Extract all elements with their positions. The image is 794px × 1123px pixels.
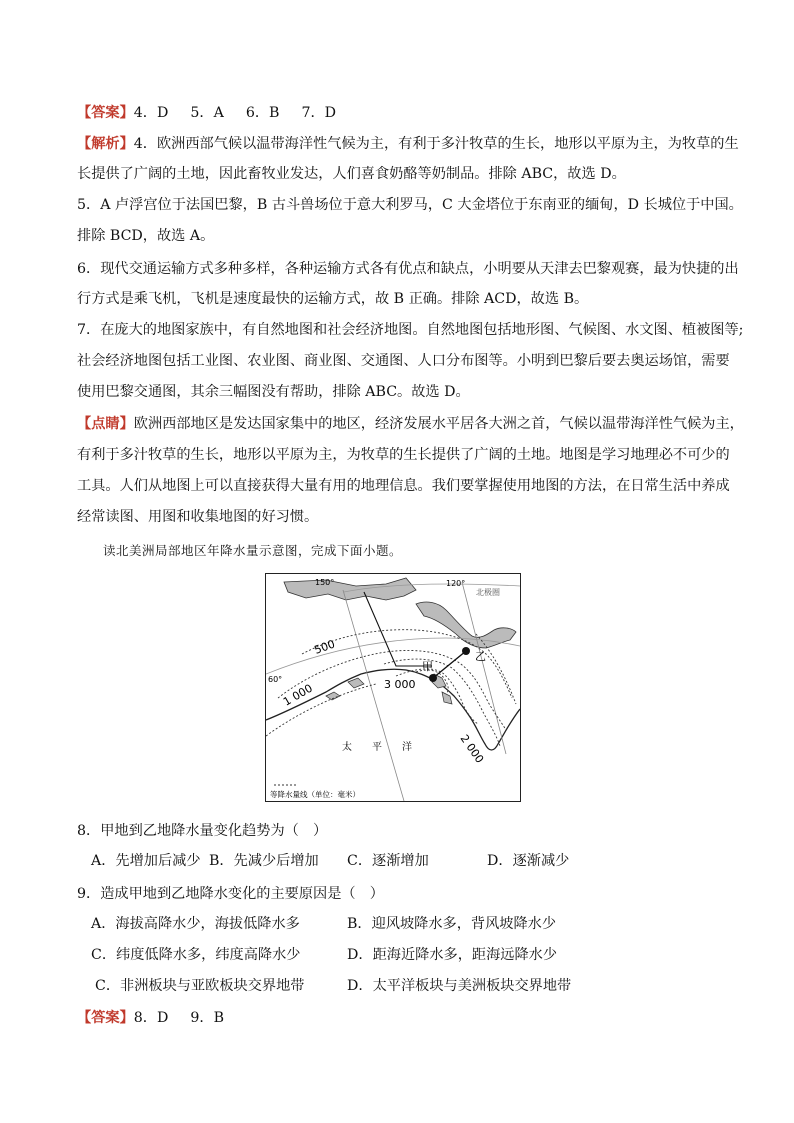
precipitation-map: [265, 573, 521, 802]
point-yi: [462, 647, 470, 655]
point-line: 有利于多汁牧草的生长，地形以平原为主，为牧草的生长提供了广阔的土地。地图是学习地理必不可少的: [77, 447, 730, 463]
analysis-line: [77, 134, 739, 154]
answer-item: 6．B: [245, 105, 280, 121]
point-jia: [429, 674, 437, 682]
answer-item: 9．B: [190, 1010, 224, 1026]
analysis-line: 行方式是乘飞机，飞机是速度最快的运输方式，故 B 正确。排除 ACD，故选 B。: [77, 291, 589, 307]
label-yi: 乙: [475, 650, 486, 663]
map-question-intro: 读北美洲局部地区年降水量示意图，完成下面小题。: [103, 543, 403, 558]
q8-option-c[interactable]: C．逐渐增加: [347, 853, 429, 869]
label-ocean: 太 平 洋: [342, 742, 412, 753]
label-lon150: 150°: [315, 578, 335, 587]
label-500: 500: [312, 637, 337, 657]
answer-item: 5．A: [190, 105, 224, 121]
answer-line-1: [77, 103, 358, 123]
analysis-line: 社会经济地图包括工业图、农业图、商业图、交通图、人口分布图等。小明到巴黎后要去奥运场馆，需要: [77, 353, 730, 369]
answer-line-2: [77, 1008, 246, 1028]
q9-stem: 9．造成甲地到乙地降水变化的主要原因是（ ）: [77, 886, 384, 902]
q9-option-d-extra[interactable]: D．太平洋板块与美洲板块交界地带: [347, 978, 572, 994]
analysis-line: 6．现代交通运输方式多种多样，各种运输方式各有优点和缺点，小明要从天津去巴黎观赛，最为快捷的出: [77, 261, 739, 277]
q8-option-a[interactable]: A．先增加后减少: [91, 853, 201, 869]
analysis-line: 排除 BCD，故选 A。: [77, 228, 215, 244]
q8-option-d[interactable]: D．逐渐减少: [487, 853, 570, 869]
answer-item: 8．D: [133, 1010, 169, 1026]
legend-text: 等降水量线（单位：毫米）: [270, 790, 360, 799]
analysis-line: 使用巴黎交通图，其余三幅图没有帮助，排除 ABC。故选 D。: [77, 384, 470, 400]
point-line: [77, 414, 744, 434]
island: [442, 692, 452, 704]
q9-option-a[interactable]: A．海拔高降水少，海拔低降水多: [91, 916, 300, 932]
analysis-text: 4．欧洲西部气候以温带海洋性气候为主，有利于多汁牧草的生长，地形以平原为主，为牧草的生: [133, 136, 739, 152]
q9-option-c-extra[interactable]: C．非洲板块与亚欧板块交界地带: [95, 978, 305, 994]
label-jia: 甲: [422, 660, 433, 673]
analysis-line: 5．A 卢浮宫位于法国巴黎，B 古斗兽场位于意大利罗马，C 大金塔位于东南亚的缅甸，D 长城位于中国。: [77, 197, 743, 213]
analysis-tag: 【解析】: [77, 136, 134, 152]
q9-option-b[interactable]: B．迎风坡降水多，背风坡降水少: [347, 916, 557, 932]
label-lat60: 60°: [268, 675, 283, 684]
point-line: 经常读图、用图和收集地图的好习惯。: [77, 509, 319, 525]
answer-tag: 【答案】: [77, 1010, 134, 1026]
analysis-line: 7．在庞大的地图家族中，有自然地图和社会经济地图。自然地图包括地形图、气候图、水文图、植被图等;: [77, 322, 744, 338]
q9-option-d[interactable]: D．距海近降水多，距海远降水少: [347, 947, 558, 963]
answer-item: 4．D: [133, 105, 169, 121]
point-text: 欧洲西部地区是发达国家集中的地区，经济发展水平居各大洲之首，气候以温带海洋性气候为主，: [133, 416, 744, 432]
q9-option-c[interactable]: C．纬度低降水多，纬度高降水少: [91, 947, 301, 963]
q8-stem: 8．甲地到乙地降水量变化趋势为（ ）: [77, 823, 328, 839]
label-2000: 2 000: [457, 732, 487, 766]
label-lon120: 120°: [446, 579, 466, 588]
label-1000: 1 000: [281, 681, 315, 709]
answer-tag: 【答案】: [77, 105, 134, 121]
answer-item: 7．D: [301, 105, 337, 121]
label-3000: 3 000: [384, 678, 416, 691]
point-tag: 【点睛】: [77, 416, 134, 432]
point-line: 工具。人们从地图上可以直接获得大量有用的地理信息。我们要掌握使用地图的方法，在日常生活中养成: [77, 478, 730, 494]
q8-option-b[interactable]: B．先减少后增加: [209, 853, 319, 869]
label-arctic: 北极圈: [476, 588, 500, 597]
analysis-line: 长提供了广阔的土地，因此畜牧业发达，人们喜食奶酪等奶制品。排除 ABC，故选 D。: [77, 166, 626, 182]
